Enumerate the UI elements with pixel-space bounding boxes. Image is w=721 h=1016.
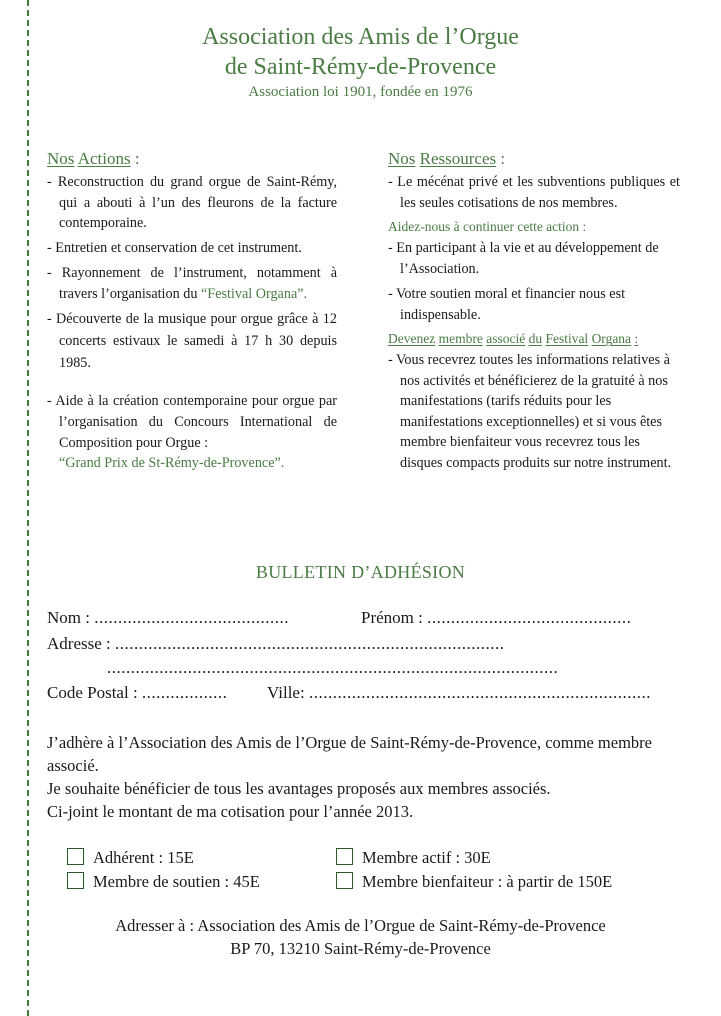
adresse-row	[47, 633, 504, 655]
title-line2: de Saint-Rémy-de-Provence	[224, 54, 497, 80]
adresse-label: Adresse :	[47, 634, 111, 653]
option-adherent[interactable]	[67, 847, 194, 869]
actions-title: Nos Actions :	[47, 149, 140, 168]
address-line2: BP 70, 13210 Saint-Rémy-de-Provence	[230, 939, 491, 958]
action-item-2: - Entretien et conservation de cet instrument.	[47, 240, 302, 257]
action-item-1: - Reconstruction du grand orgue de Saint-Rémy, qui a abouti à l’un des fleurons de la facture contemporaine.	[47, 174, 337, 232]
checkbox-adherent[interactable]	[67, 848, 84, 865]
declaration-line2: Je souhaite bénéficier de tous les avantages proposés aux membres associés.	[47, 779, 551, 798]
header-title	[0, 22, 721, 101]
resources-title: Nos Ressources :	[388, 149, 506, 168]
form-title: BULLETIN D’ADHÉSION	[255, 562, 466, 582]
festival-organa-text: “Festival Organa”.	[200, 285, 308, 302]
option-bienfaiteur[interactable]	[336, 871, 612, 893]
option-soutien[interactable]	[67, 871, 260, 893]
resource-item-1: - Le mécénat privé et les subventions publiques et les seules cotisations de nos membres.	[388, 174, 680, 211]
resources-column	[388, 148, 680, 477]
cp-label: Code Postal :	[47, 683, 138, 702]
cp-field[interactable]: ..................	[141, 683, 228, 702]
action-item-5: - Aide à la création contemporaine pour orgue par l’organisation du Concours International de Composition pour Orgue : “Grand Prix de St-Rémy-de-Provence”.	[47, 393, 337, 472]
option-soutien-label: Membre de soutien : 45E	[93, 872, 260, 891]
option-actif[interactable]	[336, 847, 491, 869]
declaration-line3: Ci-joint le montant de ma cotisation pour l’année 2013.	[47, 802, 414, 821]
prenom-label: Prénom :	[361, 608, 423, 627]
ville-field[interactable]: ........................................................................	[308, 683, 651, 702]
declaration	[47, 731, 667, 823]
resource-item-2: - En participant à la vie et au développement de l’Association.	[388, 240, 659, 278]
declaration-line1: J’adhère à l’Association des Amis de l’Orgue de Saint-Rémy-de-Provence, comme membre associé.	[47, 733, 652, 775]
adresse-field-line2[interactable]: ...............................................................................................	[107, 658, 559, 677]
member-title: Devenez membre associé du Festival Organa :	[388, 331, 639, 347]
ville-label: Ville:	[267, 683, 305, 702]
checkbox-soutien[interactable]	[67, 872, 84, 889]
cut-line	[27, 0, 29, 1016]
title-line1: Association des Amis de l’Orgue	[202, 24, 519, 50]
nom-label: Nom :	[47, 608, 90, 627]
option-actif-label: Membre actif : 30E	[362, 848, 491, 867]
help-title: Aidez-nous à continuer cette action :	[388, 219, 587, 235]
grand-prix-text: “Grand Prix de St-Rémy-de-Provence”.	[59, 455, 285, 472]
action-item-4: - Découverte de la musique pour orgue grâce à 12 concerts estivaux le samedi à 17 h 30 depuis 1985.	[47, 311, 337, 372]
resource-item-3: - Votre soutien moral et financier nous est indispensable.	[388, 285, 626, 323]
prenom-row	[361, 607, 631, 629]
option-bienfaiteur-label: Membre bienfaiteur : à partir de 150E	[362, 872, 613, 891]
cp-row	[47, 682, 227, 704]
resource-item-4: - Vous recevrez toutes les informations relatives à nos activités et bénéficierez de la gratuité à nos manifestations (tarifs réduits pour les manifestations exceptionnelles) et si vous êtes membre bienfaiteur vous recevrez tous les disques compacts produits sur notre instrument.	[388, 352, 672, 471]
adresse-field[interactable]: ..................................................................................	[114, 634, 505, 653]
checkbox-bienfaiteur[interactable]	[336, 872, 353, 889]
prenom-field[interactable]: ...........................................	[427, 608, 632, 627]
nom-field[interactable]: .........................................	[94, 608, 289, 627]
checkbox-actif[interactable]	[336, 848, 353, 865]
option-adherent-label: Adhérent : 15E	[93, 848, 194, 867]
ville-row	[267, 682, 651, 704]
address-line1: Adresser à : Association des Amis de l’Orgue de Saint-Rémy-de-Provence	[115, 916, 606, 935]
nom-row	[47, 607, 289, 629]
adresse2-row	[107, 657, 558, 679]
subtitle: Association loi 1901, fondée en 1976	[248, 84, 473, 100]
action-item-3: - Rayonnement de l’instrument, notamment à travers l’organisation du “Festival Organa”.	[47, 264, 337, 302]
actions-column	[47, 148, 337, 478]
